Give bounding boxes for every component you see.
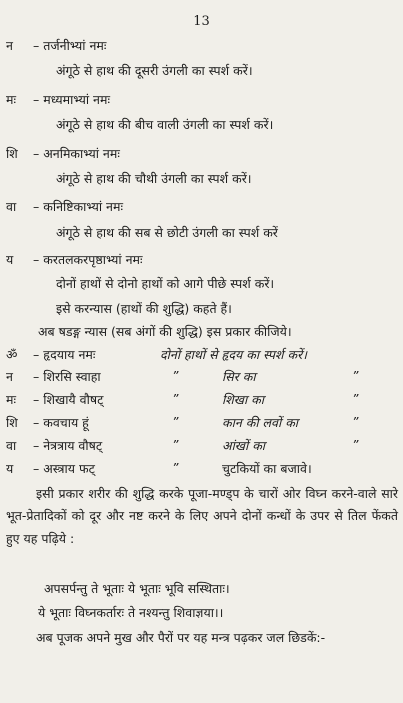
nyasa-mantra: – तर्जनीभ्यां नमः <box>33 38 107 53</box>
shadanga-action: शिखा का <box>222 392 265 407</box>
shadanga-action: आंखों का <box>222 438 266 453</box>
nyasa-key: य <box>6 252 14 267</box>
shadanga-action: चुटकियों का बजावे। <box>222 461 312 476</box>
shadanga-mantra: – हृदयाय नमः <box>33 347 96 362</box>
nyasa-key: वा <box>6 199 17 214</box>
shadanga-mantra-text: कवचाय हूं <box>43 415 89 430</box>
nyasa-mantra-text: मध्यमाभ्यां नमः <box>43 92 110 107</box>
nyasa-instruction: अंगूठे से हाथ की दूसरी उंगली का स्पर्श करें। <box>56 63 253 78</box>
shadanga-key: य <box>6 461 14 476</box>
shadanga-mantra: – अस्त्राय फट् <box>33 461 95 476</box>
ditto-mark: ” <box>352 391 359 406</box>
shadanga-key: ॐ <box>6 347 18 362</box>
shadanga-action: सिर का <box>222 369 256 384</box>
nyasa-mantra-text: करतलकरपृष्ठाभ्यां नमः <box>43 252 143 267</box>
shadanga-mantra-text: शिखायै वौषट् <box>43 392 104 407</box>
nyasa-mantra: – मध्यमाभ्यां नमः <box>33 92 110 107</box>
shadanga-mantra-text: हृदयाय नमः <box>43 347 96 362</box>
nyasa-mantra: – कनिष्टिकाभ्यां नमः <box>33 199 123 214</box>
nyasa-key: मः <box>6 92 17 107</box>
shadanga-key: शि <box>6 415 18 430</box>
nyasa-instruction: अंगूठे से हाथ की बीच वाली उंगली का स्पर्श करें। <box>56 117 274 132</box>
ditto-mark: ” <box>172 414 179 429</box>
shadanga-action: दोनों हाथों से हृदय का स्पर्श करें। <box>160 347 307 362</box>
page-number: 13 <box>193 14 210 29</box>
shadanga-mantra-text: अस्त्राय फट् <box>43 461 95 476</box>
nyasa-mantra: – करतलकरपृष्ठाभ्यां नमः <box>33 252 143 267</box>
nyasa-mantra-text: कनिष्टिकाभ्यां नमः <box>43 199 123 214</box>
ditto-mark: ” <box>352 368 359 383</box>
nyasa-mantra-text: अनमिकाभ्यां नमः <box>43 146 120 161</box>
nyasa-mantra: – अनमिकाभ्यां नमः <box>33 146 120 161</box>
shadanga-mantra-text: नेत्रत्राय वौषट् <box>43 438 103 453</box>
ditto-mark: ” <box>172 437 179 452</box>
nyasa-key: न <box>6 38 13 53</box>
paragraph-instruction: अब पूजक अपने मुख और पैरों पर यह मन्त्र पढ़कर जल छिडकें:- <box>36 630 326 645</box>
ditto-mark: ” <box>172 460 179 475</box>
shadanga-mantra-text: शिरसि स्वाहा <box>43 369 101 384</box>
ditto-mark: ” <box>352 437 359 452</box>
shadanga-key: वा <box>6 438 17 453</box>
ditto-mark: ” <box>172 368 179 383</box>
shadanga-key: न <box>6 369 13 384</box>
shadanga-mantra: – नेत्रत्राय वौषट् <box>33 438 103 453</box>
karanyasa-note: इसे करन्यास (हाथों की शुद्धि) कहते हैं। <box>56 301 232 316</box>
mantra-line: ये भूताः विघ्नकर्तारः ते नश्यन्तु शिवाज्ञया।। <box>38 605 224 620</box>
mantra-line: अपसर्पन्तु ते भूताः ये भूताः भूवि सस्थिताः। <box>44 581 230 596</box>
nyasa-instruction: दोनों हाथों से दोनो हाथों को आगे पीछे स्पर्श करें। <box>56 276 275 291</box>
paragraph-protection: इसी प्रकार शरीर की शुद्धि करके पूजा-मण्ड्प के चारों ओर विघ्न करने-वाले सारे भूत-प्रेतादिकों को दूर और नष्ट करने के लिए अपने दोनों कन्धों के उपर से तिल फेंकते हुए यह पढ़िये : <box>6 486 398 546</box>
shadanga-mantra: – कवचाय हूं <box>33 415 89 430</box>
nyasa-instruction: अंगूठे से हाथ की चौथी उंगली का स्पर्श करें। <box>56 171 252 186</box>
shadanga-intro: अब षडङ्ग न्यास (सब अंगों की शुद्धि) इस प्रकार कीजिये। <box>38 324 292 339</box>
nyasa-key: शि <box>6 146 18 161</box>
ditto-mark: ” <box>172 391 179 406</box>
ditto-mark: ” <box>352 414 359 429</box>
nyasa-instruction: अंगूठे से हाथ की सब से छोटी उंगली का स्पर्श करें <box>56 225 278 240</box>
shadanga-key: मः <box>6 392 17 407</box>
shadanga-mantra: – शिरसि स्वाहा <box>33 369 101 384</box>
shadanga-mantra: – शिखायै वौषट् <box>33 392 104 407</box>
nyasa-mantra-text: तर्जनीभ्यां नमः <box>43 38 107 53</box>
shadanga-action: कान की लवों का <box>222 415 299 430</box>
